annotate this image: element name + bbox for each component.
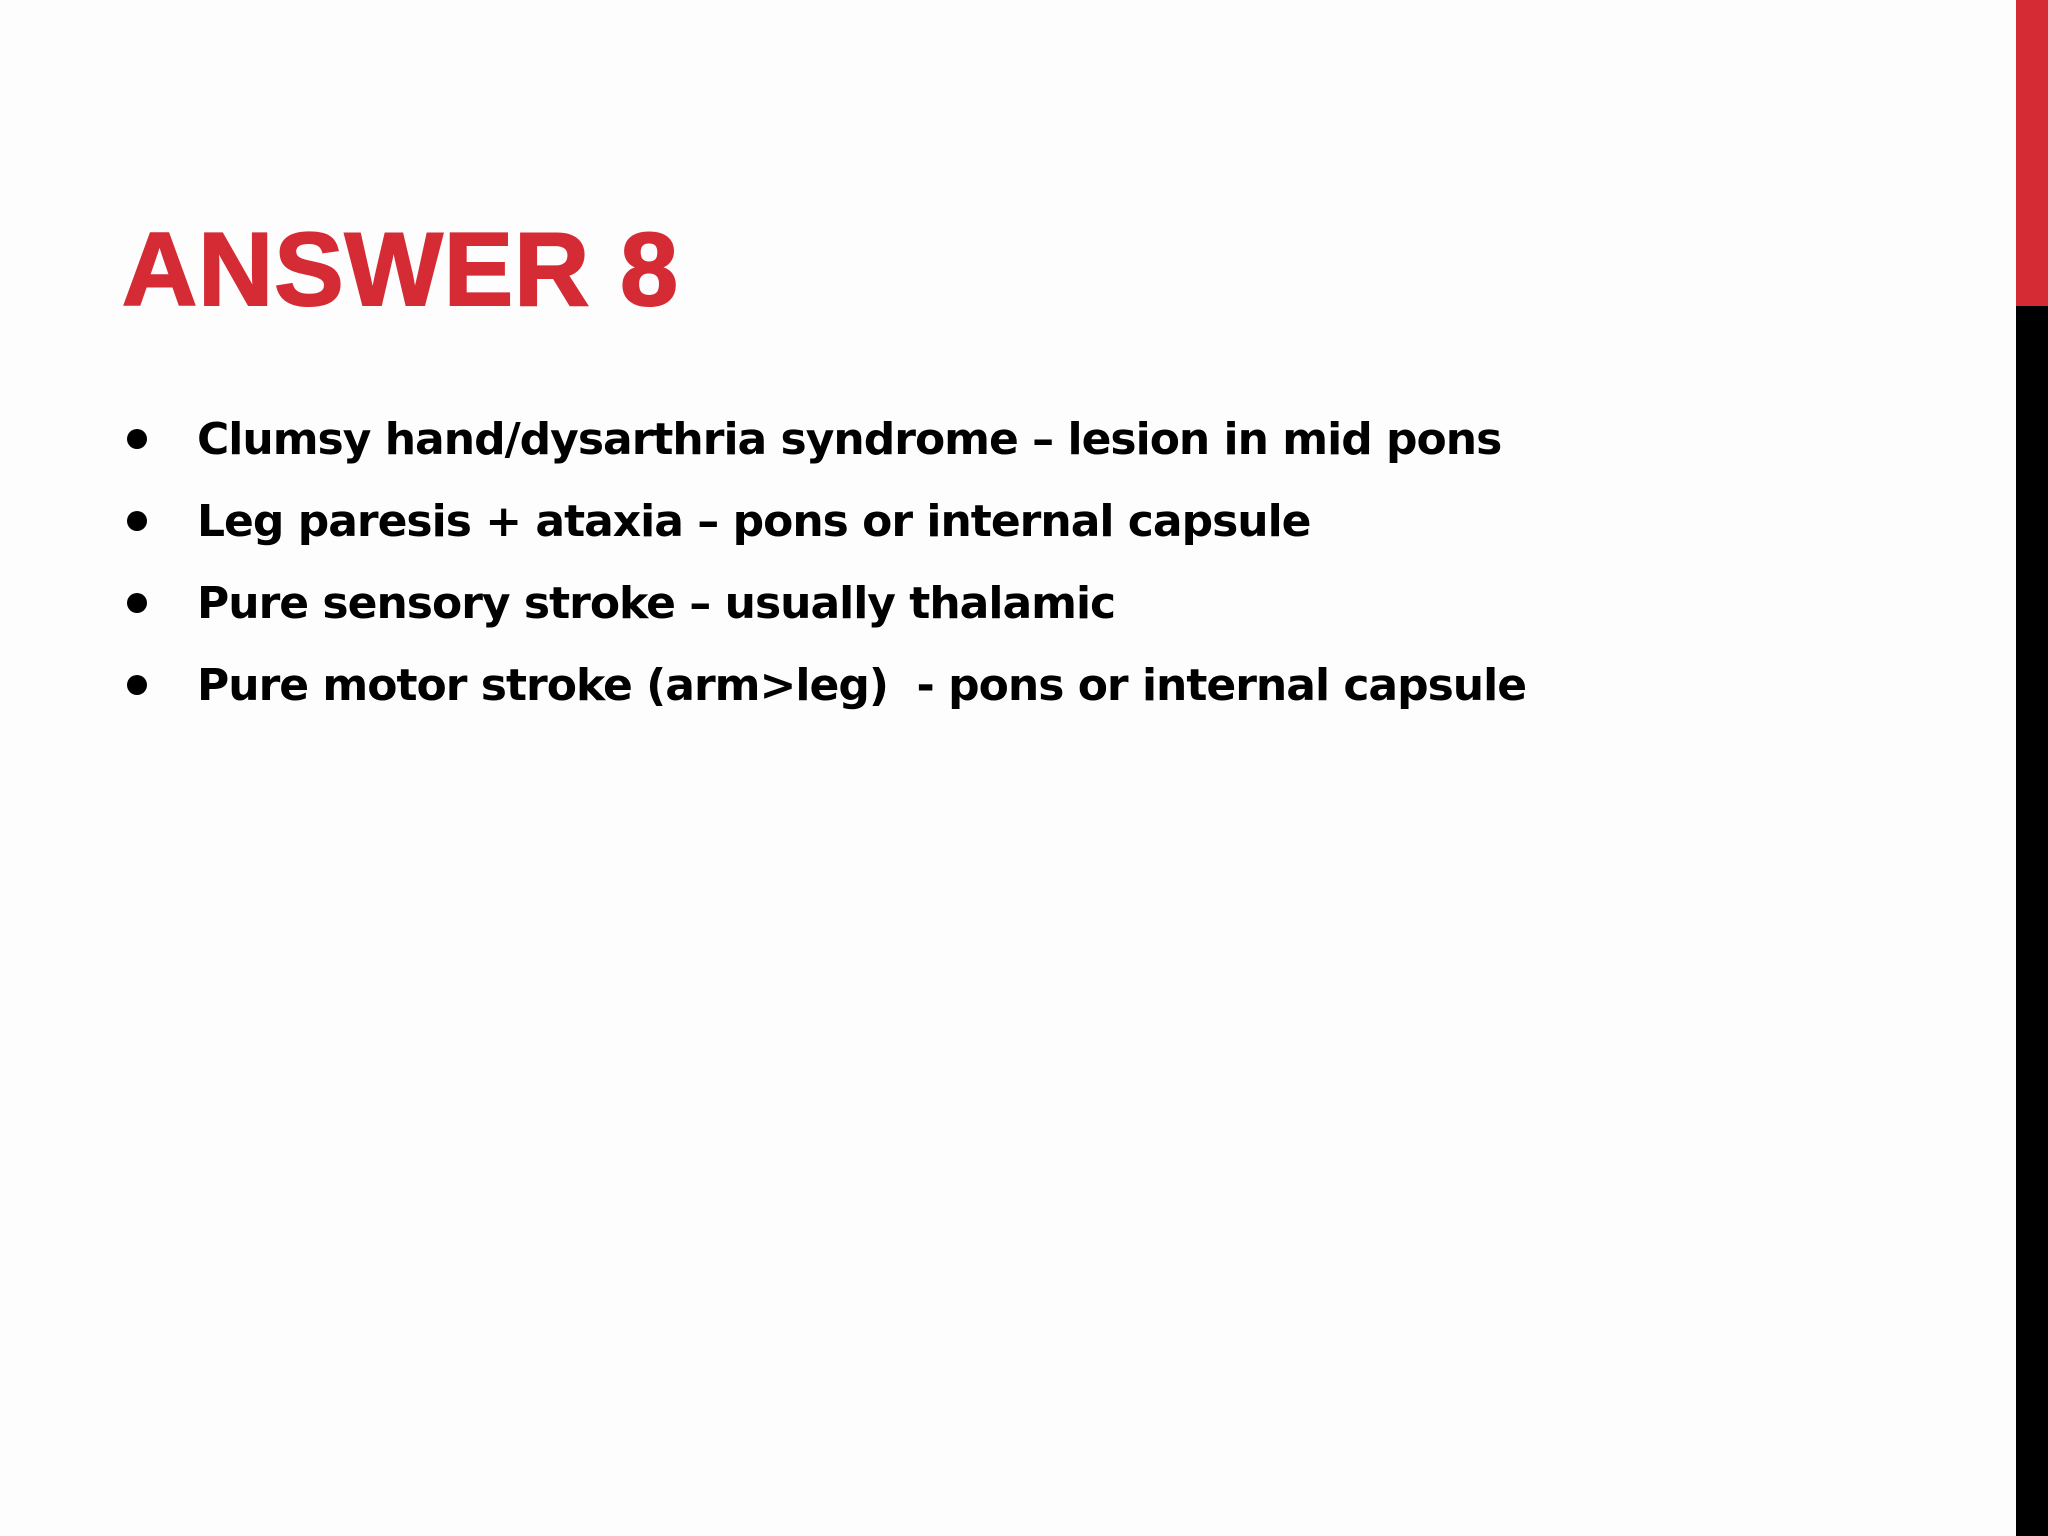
list-item (122, 644, 1526, 726)
bullet-text: Pure motor stroke (arm>leg) - pons or internal capsule (197, 659, 1527, 711)
bullet-text: Leg paresis + ataxia – pons or internal capsule (197, 495, 1311, 547)
bullet-icon (127, 675, 147, 695)
list-item (122, 480, 1526, 562)
bullet-list (122, 398, 1526, 726)
bullet-text: Pure sensory stroke – usually thalamic (197, 577, 1116, 629)
slide-title: ANSWER 8 (122, 212, 679, 328)
bullet-icon (127, 429, 147, 449)
bullet-icon (127, 593, 147, 613)
side-decoration-bar (2016, 0, 2048, 1536)
bullet-icon (127, 511, 147, 531)
list-item (122, 398, 1526, 480)
bullet-text: Clumsy hand/dysarthria syndrome – lesion in mid pons (197, 413, 1502, 465)
side-decoration-accent (2016, 0, 2048, 306)
list-item (122, 562, 1526, 644)
